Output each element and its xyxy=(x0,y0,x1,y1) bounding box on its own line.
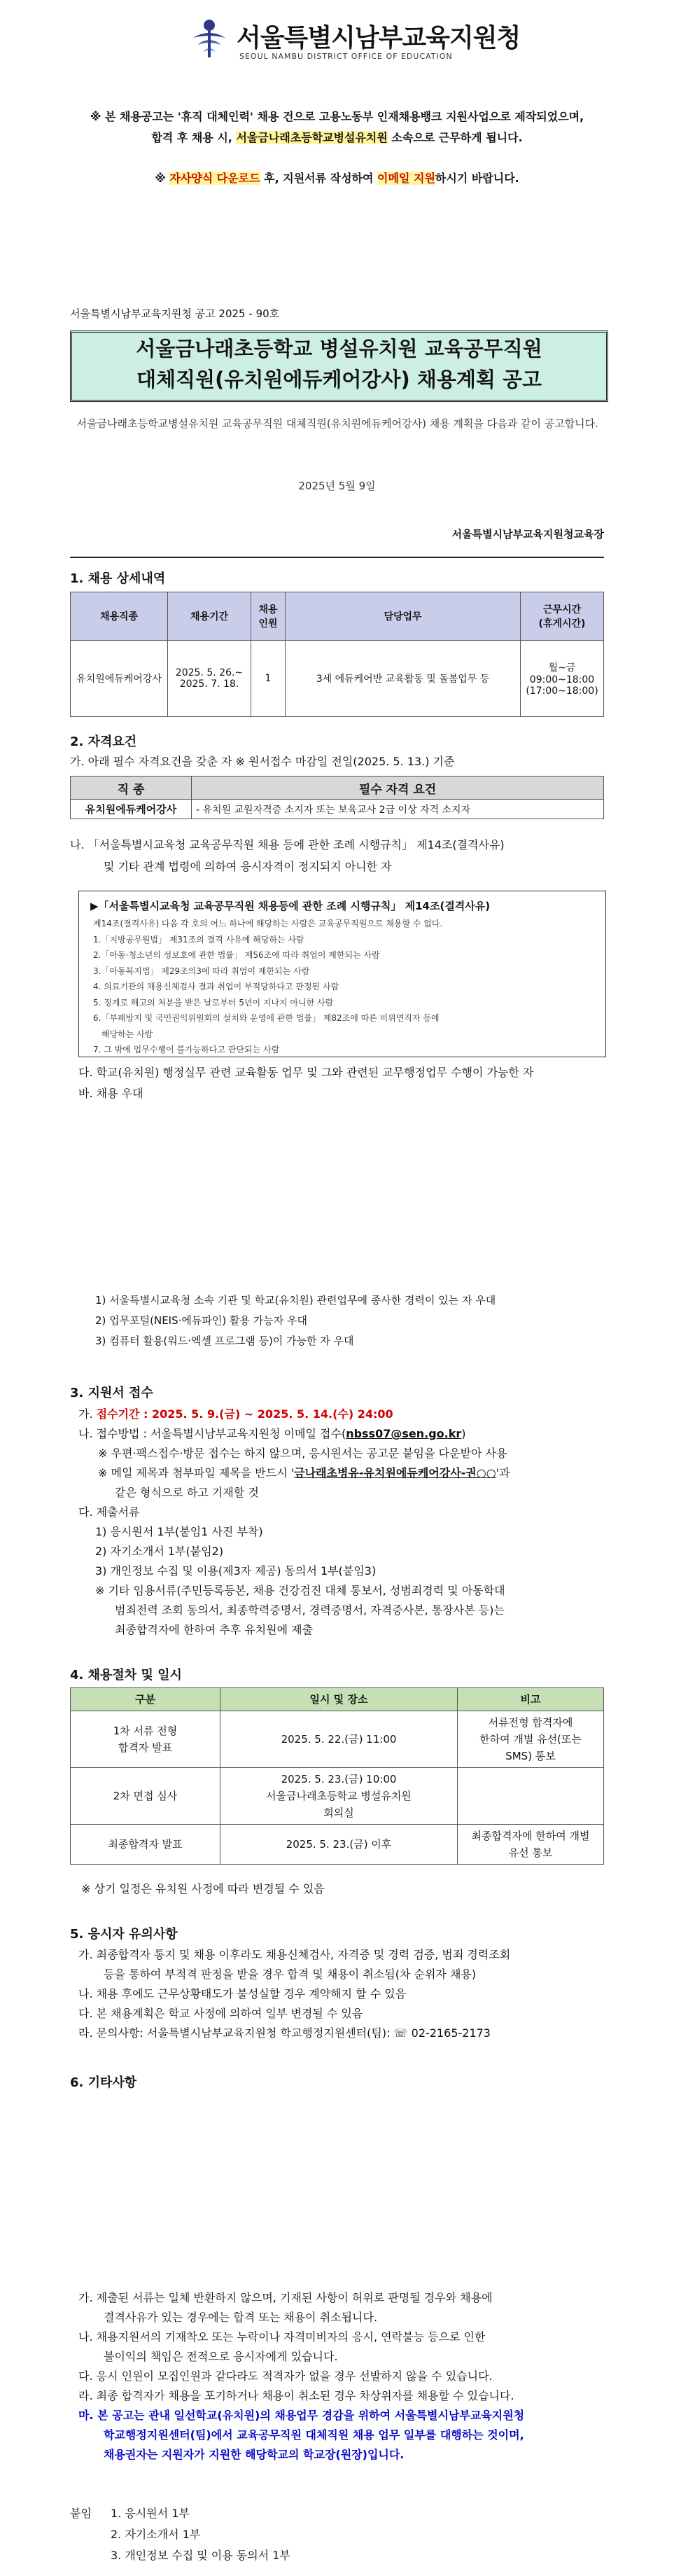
notice-line-1: ※ 본 채용공고는 '휴직 대체인력' 채용 건으로 고용노동부 인재채용뱅크 지원사업으로 제작되었으며, xyxy=(90,110,584,123)
document-item: 2) 자기소개서 1부(붙임2) xyxy=(95,1545,224,1558)
rule-line: 1.「지방공무원법」 제31조의 결격 사유에 해당하는 사람 xyxy=(93,934,304,945)
section-2-heading: 2. 자격요건 xyxy=(70,734,137,749)
documents-heading: 다. 제출서류 xyxy=(78,1505,140,1519)
cell-period: 2025. 5. 26.~ 2025. 7. 18. xyxy=(168,641,251,717)
kindergarten-highlight: 서울금나래초등학교병설유치원 xyxy=(236,131,388,144)
cell-headcount: 1 xyxy=(251,641,286,717)
email-apply-highlight: 이메일 지원 xyxy=(377,172,435,185)
title-line-1: 서울금나래초등학교 병설유치원 교육공무직원 xyxy=(136,337,542,361)
org-logo xyxy=(182,13,521,69)
cell-stage: 1차 서류 전형 합격자 발표 xyxy=(71,1711,220,1768)
application-notice: ※ 자사양식 다운로드 후, 지원서류 작성하여 이메일 지원하시기 바랍니다. xyxy=(155,172,519,185)
rule-line: 7. 그 밖에 업무수행이 불가능하다고 판단되는 사람 xyxy=(93,1045,280,1054)
intro-paragraph: 서울금나래초등학교병설유치원 교육공무직원 대체직원(유치원에듀케어강사) 채용 계획을 다음과 같이 공고합니다. xyxy=(76,417,598,430)
rule-line: 2.「아동·청소년의 성보호에 관한 법률」 제56조에 따라 취업이 제한되는 사람 xyxy=(93,950,380,960)
qualification-table xyxy=(70,776,604,819)
rule-line: 3.「아동복지법」 제29조의3에 따라 취업이 제한되는 사람 xyxy=(93,966,310,976)
section-5-heading: 5. 응시자 유의사항 xyxy=(70,1927,178,1942)
table-row xyxy=(71,800,604,819)
application-period: 가. 접수기간 : 2025. 5. 9.(금) ~ 2025. 5. 14.(수) 24:00 xyxy=(78,1407,393,1421)
caution-line: 등을 통하여 부적격 판정을 받을 경우 합격 및 채용이 취소됨(차 순위자 채용) xyxy=(104,1968,477,1981)
form-download-highlight: 자사양식 다운로드 xyxy=(169,172,260,185)
misc-line-highlight: 마. 본 공고는 관내 일선학교(유치원)의 채용업무 경감을 위하여 서울특별시남부교육지원청 xyxy=(78,2409,525,2422)
misc-line: 결격사유가 있는 경우에는 합격 또는 채용이 취소됩니다. xyxy=(104,2311,378,2324)
col-datetime: 일시 및 장소 xyxy=(220,1688,458,1711)
disqualification-rule-box xyxy=(78,891,606,1057)
table-row xyxy=(71,1711,604,1768)
cell-remark: 최종합격자에 한하여 개별 유선 통보 xyxy=(458,1825,604,1865)
document-item: 3) 개인정보 수집 및 이용(제3자 제공) 동의서 1부(붙임3) xyxy=(95,1564,377,1578)
qualification-ra: 바. 채용 우대 xyxy=(78,1087,143,1100)
application-note-1: ※ 우편·팩스접수·방문 접수는 하지 않으며, 응시원서는 공고문 붙임을 다운받아 사용 xyxy=(98,1447,507,1460)
application-email-link[interactable]: nbss07@sen.go.kr xyxy=(346,1427,462,1440)
attachment-item: 1. 응시원서 1부 xyxy=(111,2507,190,2520)
cell-hours: 월~금 09:00~18:00 (17:00~18:00) xyxy=(521,641,604,717)
preference-3: 3) 컴퓨터 활용(워드·엑셀 프로그램 등)이 가능한 자 우대 xyxy=(95,1335,354,1347)
col-remark: 비고 xyxy=(458,1688,604,1711)
caution-line: 라. 문의사항: 서울특별시남부교육지원청 학교행정지원센터(팀): ☏ 02-2165-2173 xyxy=(78,2026,491,2040)
table-row xyxy=(71,1768,604,1825)
issuer: 서울특별시남부교육지원청교육장 xyxy=(451,528,604,541)
org-name: 서울특별시남부교육지원청 xyxy=(237,24,521,53)
cell-datetime: 2025. 5. 23.(금) 10:00 서울금나래초등학교 병설유치원 회의실 xyxy=(220,1768,458,1825)
application-note-2-cont: 같은 형식으로 하고 기재할 것 xyxy=(115,1486,259,1499)
announcement-date: 2025년 5월 9일 xyxy=(298,480,376,492)
cell-requirement: - 유치원 교원자격증 소지자 또는 보육교사 2급 이상 자격 소지자 xyxy=(192,800,604,819)
document-item: 최종합격자에 한하여 추후 유치원에 제출 xyxy=(115,1623,314,1636)
application-note-2: ※ 메일 제목과 첨부파일 제목을 반드시 '금나래초병유-유치원에듀케어강사-권○○'과 xyxy=(98,1466,510,1480)
rule-line: 5. 징계로 해고의 처분을 받은 날로부터 5년이 지나지 아니한 사람 xyxy=(93,997,334,1008)
rule-line: 제14조(결격사유) 다음 각 호의 어느 하나에 해당하는 사람은 교육공무직원으로 채용할 수 없다. xyxy=(93,919,443,928)
misc-line: 라. 최종 합격자가 채용을 포기하거나 채용이 취소된 경우 차상위자를 채용할 수 있습니다. xyxy=(78,2389,514,2402)
cell-duties: 3세 에듀케어반 교육활동 및 돌봄업무 등 xyxy=(286,641,521,717)
notice-line-2: 합격 후 채용 시, 서울금나래초등학교병설유치원 소속으로 근무하게 됩니다. xyxy=(151,131,523,144)
cell-job: 유치원에듀케어강사 xyxy=(71,800,192,819)
caution-line: 가. 최종합격자 통지 및 채용 이후라도 채용신체검사, 자격증 및 경력 검증, 범죄 경력조회 xyxy=(78,1948,511,1961)
col-stage: 구분 xyxy=(71,1688,220,1711)
schedule-table xyxy=(70,1687,604,1865)
document-item: 범죄전력 조회 동의서, 최종학력증명서, 경력증명서, 자격증사본, 통장사본 등)는 xyxy=(115,1603,505,1617)
col-duties: 담당업무 xyxy=(286,592,521,641)
section-4-heading: 4. 채용절차 및 일시 xyxy=(70,1668,182,1683)
misc-line-highlight: 학교행정지원센터(팀)에서 교육공무직원 대체직원 채용 업무 일부를 대행하는 것이며, xyxy=(104,2428,524,2442)
misc-line: 가. 제출된 서류는 일체 반환하지 않으며, 기재된 사항이 허위로 판명될 경우와 채용에 xyxy=(78,2291,493,2304)
cell-datetime: 2025. 5. 23.(금) 이후 xyxy=(220,1825,458,1865)
cell-job-type: 유치원에듀케어강사 xyxy=(71,641,168,717)
col-hours: 근무시간 (휴게시간) xyxy=(521,592,604,641)
section-6-heading: 6. 기타사항 xyxy=(70,2075,137,2090)
rule-box-title: ▶「서울특별시교육청 교육공무직원 채용등에 관한 조례 시행규칙」 제14조(결격사유) xyxy=(90,900,491,912)
cell-stage: 2차 면접 심사 xyxy=(71,1768,220,1825)
section-3-heading: 3. 지원서 접수 xyxy=(70,1386,153,1400)
col-job-type: 채용직종 xyxy=(71,592,168,641)
cell-datetime: 2025. 5. 22.(금) 11:00 xyxy=(220,1711,458,1768)
qualification-na-2: 및 기타 관계 법령에 의하여 응시자격이 정지되지 아니한 자 xyxy=(104,860,392,873)
schedule-note: ※ 상기 일정은 유치원 사정에 따라 변경될 수 있음 xyxy=(81,1882,325,1895)
org-name-english: SEOUL NAMBU DISTRICT OFFICE OF EDUCATION xyxy=(239,52,453,61)
cell-stage: 최종합격자 발표 xyxy=(71,1825,220,1865)
misc-line: 다. 응시 인원이 모집인원과 같다라도 적격자가 없을 경우 선발하지 않을 수 있습니다. xyxy=(78,2369,493,2383)
preference-2: 2) 업무포털(NEIS·에듀파인) 활용 가능자 우대 xyxy=(95,1314,307,1327)
qualification-da: 다. 학교(유치원) 행정실무 관련 교육활동 업무 및 그와 관련된 교무행정업무 수행이 가능한 자 xyxy=(78,1066,534,1079)
col-job: 직 종 xyxy=(71,777,192,800)
table-row xyxy=(71,1825,604,1865)
misc-line-highlight: 채용권자는 지원자가 지원한 해당학교의 학교장(원장)입니다. xyxy=(104,2448,405,2461)
divider xyxy=(70,557,604,558)
caution-line: 나. 채용 후에도 근무상황태도가 불성실할 경우 계약해지 할 수 있음 xyxy=(78,1987,407,2000)
attachment-item: 2. 자기소개서 1부 xyxy=(111,2528,201,2541)
document-item: ※ 기타 임용서류(주민등록등본, 채용 건강검진 대체 통보서, 성범죄경력 및 아동학대 xyxy=(95,1584,505,1597)
recruitment-detail-table xyxy=(70,592,604,717)
rule-line: 해당하는 사람 xyxy=(101,1029,153,1039)
cell-remark: 서류전형 합격자에 한하여 개별 유선(또는 SMS) 통보 xyxy=(458,1711,604,1768)
rule-line: 4. 의료기관의 채용신체검사 결과 취업이 부적당하다고 판정된 사람 xyxy=(93,982,339,991)
announcement-title-box xyxy=(70,330,608,402)
qualification-ga: 가. 아래 필수 자격요건을 갖춘 자 ※ 원서접수 마감일 전일(2025. 5. 13.) 기준 xyxy=(70,755,455,768)
cell-remark xyxy=(458,1768,604,1825)
misc-line: 불이익의 책임은 전적으로 응시자에게 있습니다. xyxy=(104,2350,338,2363)
col-period: 채용기간 xyxy=(168,592,251,641)
rule-line: 6.「부패방지 및 국민권익위원회의 설치와 운영에 관한 법률」 제82조에 따른 비위면직자 등에 xyxy=(93,1013,440,1023)
table-row xyxy=(71,641,604,717)
announcement-number: 서울특별시남부교육지원청 공고 2025 - 90호 xyxy=(70,307,280,320)
recruitment-notice xyxy=(0,106,674,148)
document-item: 1) 응시원서 1부(붙임1 사진 부착) xyxy=(95,1525,263,1538)
preference-1: 1) 서울특별시교육청 소속 기관 및 학교(유치원) 관련업무에 종사한 경력이 있는 자 우대 xyxy=(95,1294,496,1307)
attachment-label: 붙임 xyxy=(70,2507,92,2520)
title-line-2: 대체직원(유치원에듀케어강사) 채용계획 공고 xyxy=(136,368,542,391)
attachment-item: 3. 개인정보 수집 및 이용 동의서 1부 xyxy=(111,2549,290,2562)
section-1-heading: 1. 채용 상세내역 xyxy=(70,571,166,586)
col-headcount: 채용 인원 xyxy=(251,592,286,641)
application-method: 나. 접수방법 : 서울특별시남부교육지원청 이메일 접수(nbss07@sen.go.kr) xyxy=(78,1427,466,1440)
qualification-na-1: 나. 「서울특별시교육청 교육공무직원 채용 등에 관한 조례 시행규칙」 제14조(결격사유) xyxy=(70,838,505,851)
misc-line: 나. 채용지원서의 기재착오 또는 누락이나 자격미비자의 응시, 연락불능 등으로 인한 xyxy=(78,2330,486,2344)
education-office-emblem-icon xyxy=(188,17,231,60)
col-requirement: 필수 자격 요건 xyxy=(192,777,604,800)
caution-line: 다. 본 채용계획은 학교 사정에 의하여 일부 변경될 수 있음 xyxy=(78,2007,363,2020)
